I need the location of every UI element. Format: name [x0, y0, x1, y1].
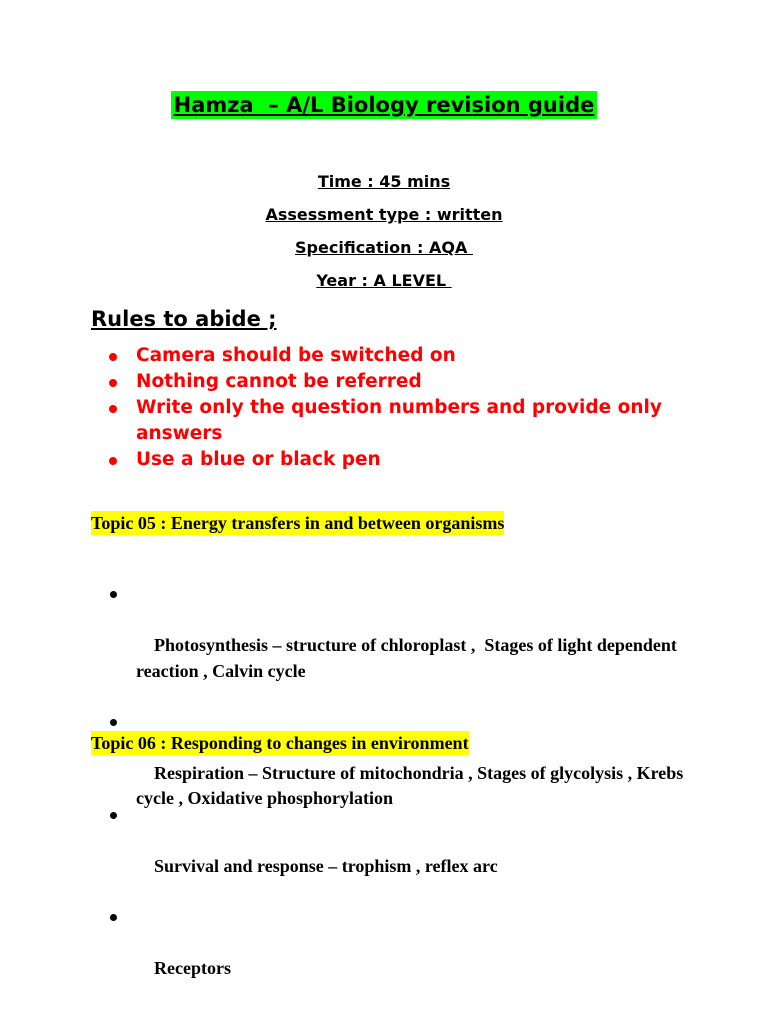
topic-06-heading: Topic 06 : Responding to changes in environment: [91, 733, 469, 753]
title-container: [0, 91, 768, 119]
bullet-icon: [110, 812, 117, 819]
topic-item: [106, 582, 686, 710]
assessment-type-info: Assessment type : written: [265, 205, 503, 224]
bullet-icon: [110, 719, 117, 726]
rule-item: [106, 447, 686, 473]
rule-text: Write only the question numbers and provide only answers: [136, 397, 662, 444]
topic-06-list: [106, 803, 686, 1007]
rule-text: Nothing cannot be referred: [136, 371, 422, 392]
bullet-icon: [109, 353, 117, 361]
rules-heading: Rules to abide ;: [91, 307, 277, 331]
topic-item: [106, 803, 686, 905]
rule-text: Camera should be switched on: [136, 345, 456, 366]
topic-05-list: [106, 582, 686, 837]
rule-text: Use a blue or black pen: [136, 449, 381, 470]
bullet-icon: [109, 379, 117, 387]
bullet-icon: [109, 457, 117, 465]
specification-info: Specification : AQA: [295, 238, 473, 257]
bullet-icon: [110, 591, 117, 598]
page-title: Hamza – A/L Biology revision guide: [171, 91, 598, 119]
time-info: Time : 45 mins: [317, 172, 451, 191]
rule-item: [106, 395, 686, 447]
rule-item: [106, 369, 686, 395]
bullet-icon: [109, 405, 117, 413]
bullet-icon: [110, 914, 117, 921]
rules-list: [106, 343, 686, 473]
rule-item: [106, 343, 686, 369]
topic-05-heading: Topic 05 : Energy transfers in and between organisms: [91, 513, 505, 533]
topic-item-text: Respiration – Structure of mitochondria , Stages of glycolysis , Krebs cycle , Oxidative phosphorylation: [136, 762, 688, 808]
topic-item: [106, 905, 686, 1007]
topic-item-text: Receptors: [154, 958, 231, 978]
topic-item-text: Photosynthesis – structure of chloroplast , Stages of light dependent reaction , Calvin cycle: [136, 635, 682, 681]
topic-item-text: Survival and response – trophism , reflex arc: [154, 856, 498, 876]
year-info: Year : A LEVEL: [316, 271, 452, 290]
